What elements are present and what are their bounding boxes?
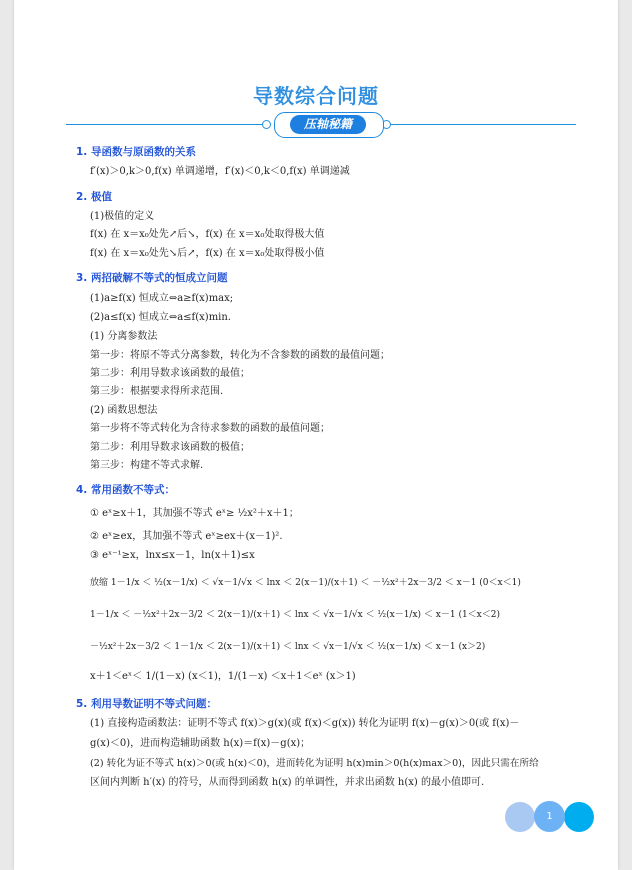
- banner-left-line: [66, 124, 266, 125]
- formula-line: 放缩 1－1/x ＜ ½(x－1/x) ＜ √x－1/√x ＜ lnx ＜ 2(x－1)/(x＋1) ＜ －½x²＋2x－3/2 ＜ x－1 (0＜x＜1): [90, 578, 521, 588]
- formula-line: x＋1＜eˣ＜ 1/(1－x) (x＜1)，1/(1－x) ＜x＋1＜eˣ (x＞1): [90, 671, 356, 682]
- text-line: 第二步：利用导数求该函数的最值；: [90, 368, 250, 379]
- banner-label: 压轴秘籍: [290, 115, 366, 134]
- text-line: (2) 转化为证不等式 h(x)＞0(或 h(x)＜0)，进而转化为证明 h(x)min＞0(h(x)max＞0)，因此只需在所给: [90, 758, 539, 769]
- page-title: 导数综合问题: [253, 84, 379, 108]
- section-heading-1: 1. 导函数与原函数的关系: [76, 146, 196, 158]
- text-line: f′(x)＞0,k＞0,f(x) 单调递增，f′(x)＜0,k＜0,f(x) 单调递减: [90, 166, 350, 177]
- text-line: 区间内判断 h′(x) 的符号，从而得到函数 h(x) 的单调性，并求出函数 h(x) 的最小值即可.: [90, 777, 485, 788]
- section-heading-2: 2. 极值: [76, 191, 112, 203]
- page-number: 1: [534, 801, 565, 832]
- section-heading-5: 5. 利用导数证明不等式问题：: [76, 698, 217, 710]
- banner-left-dot: [262, 120, 271, 129]
- text-line: f(x) 在 x＝x₀处先↘后↗，f(x) 在 x＝x₀处取得极小值: [90, 248, 325, 259]
- text-line: (1) 分离参数法: [90, 331, 158, 342]
- text-line: g(x)＜0)，进而构造辅助函数 h(x)＝f(x)－g(x)；: [90, 738, 311, 749]
- section-heading-4: 4. 常用函数不等式：: [76, 484, 175, 496]
- text-line: (1)a≥f(x) 恒成立⇔a≥f(x)max;: [90, 293, 234, 304]
- formula-line: ② eˣ≥ex，其加强不等式 eˣ≥ex＋(x－1)².: [90, 531, 283, 542]
- text-line: 第二步：利用导数求该函数的极值；: [90, 442, 250, 453]
- section-heading-3: 3. 两招破解不等式的恒成立问题: [76, 272, 228, 284]
- text-line: 第三步：构建不等式求解.: [90, 460, 204, 471]
- page-badge-circle-right: [564, 802, 594, 832]
- text-line: 第一步：将原不等式分离参数，转化为不含参数的函数的最值问题；: [90, 350, 390, 361]
- formula-line: －½x²＋2x－3/2 ＜ 1－1/x ＜ 2(x－1)/(x＋1) ＜ lnx ＜ √x－1/√x ＜ ½(x－1/x) ＜ x－1 (x＞2): [90, 642, 486, 652]
- text-line: (2)a≤f(x) 恒成立⇔a≤f(x)min.: [90, 312, 231, 323]
- page-badge-circle-left: [505, 802, 535, 832]
- formula-line: 1－1/x ＜ －½x²＋2x－3/2 ＜ 2(x－1)/(x＋1) ＜ lnx ＜ √x－1/√x ＜ ½(x－1/x) ＜ x－1 (1＜x＜2): [90, 610, 500, 620]
- formula-line: ③ eˣ⁻¹≥x，lnx≤x－1，ln(x＋1)≤x: [90, 550, 255, 561]
- text-line: 第一步将不等式转化为含待求参数的函数的最值问题；: [90, 423, 330, 434]
- banner-right-line: [386, 124, 576, 125]
- text-line: (1)极值的定义: [90, 211, 155, 222]
- formula-line: ① eˣ≥x＋1，其加强不等式 eˣ≥ ½x²＋x＋1；: [90, 508, 299, 519]
- text-line: f(x) 在 x＝x₀处先↗后↘，f(x) 在 x＝x₀处取得极大值: [90, 229, 325, 240]
- text-line: (1) 直接构造函数法：证明不等式 f(x)＞g(x)(或 f(x)＜g(x)) 转化为证明 f(x)－g(x)＞0(或 f(x)－: [90, 718, 520, 729]
- document-page: [14, 0, 618, 870]
- text-line: 第三步：根据要求得所求范围.: [90, 386, 224, 397]
- text-line: (2) 函数思想法: [90, 405, 158, 416]
